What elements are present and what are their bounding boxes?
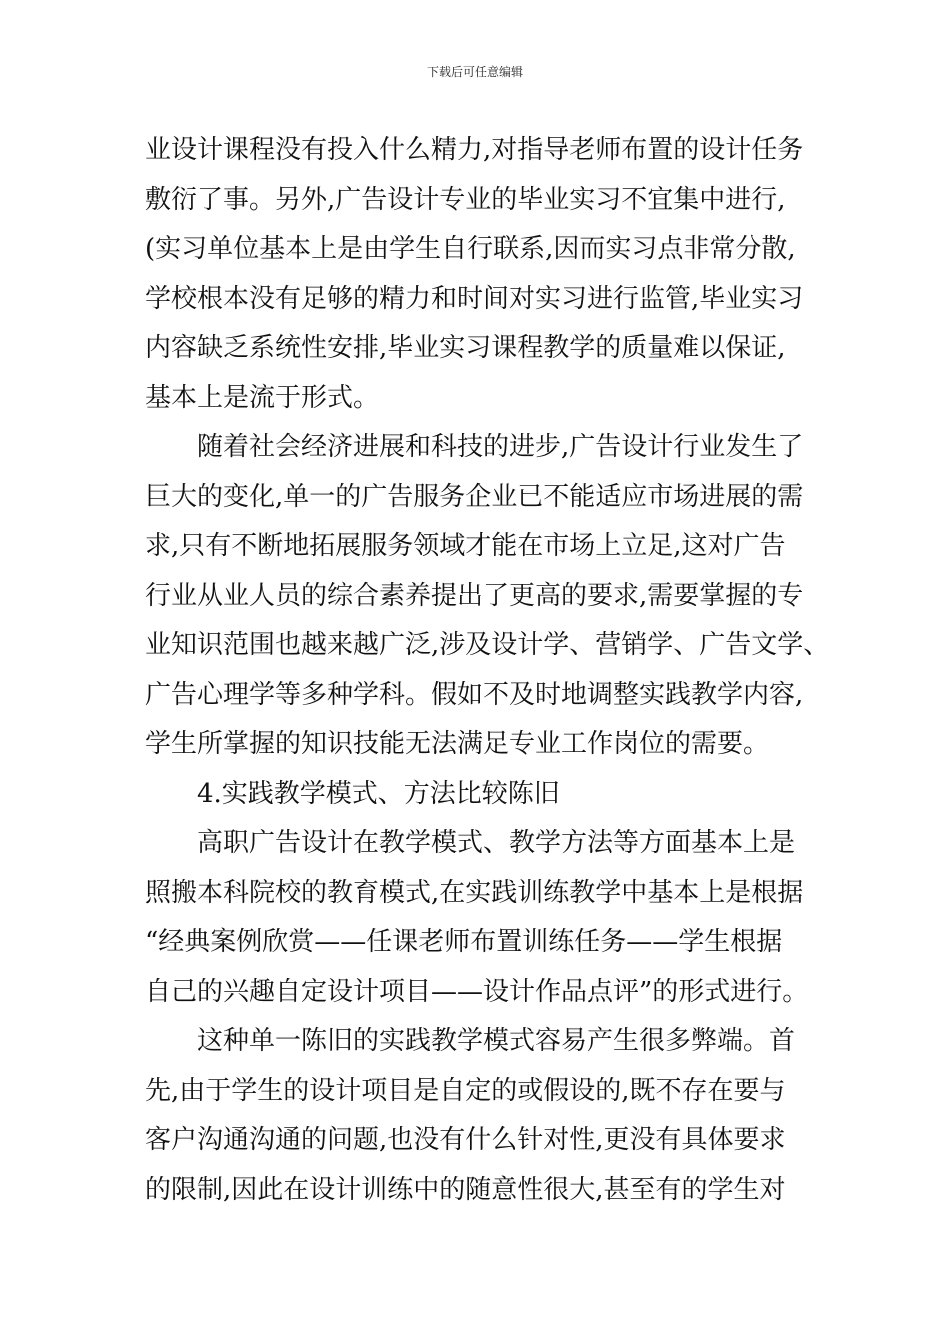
text-line: 敷衍了事。另外,广告设计专业的毕业实习不宜集中进行, [145,184,786,215]
document-body [145,126,830,1215]
text-line: 的限制,因此在设计训练中的随意性很大,甚至有的学生对 [145,1174,786,1205]
text-line: 自己的兴趣自定设计项目——设计作品点评”的形式进行。 [145,976,809,1007]
text-line: 客户沟通沟通的问题,也没有什么针对性,更没有具体要求 [145,1125,786,1155]
text-line: 广告心理学等多种学科。假如不及时地调整实践教学内容, [145,679,804,710]
paragraph-start-line: 随着社会经济进展和科技的进步,广告设计行业发生了 [197,432,804,462]
text-line: “经典案例欣赏——任课老师布置训练任务——学生根据 [145,927,783,957]
text-line: 行业从业人员的综合素养提出了更高的要求,需要掌握的专 [145,580,804,611]
text-line: 业知识范围也越来越广泛,涉及设计学、营销学、广告文学、 [145,630,830,660]
text-line: 巨大的变化,单一的广告服务企业已不能适应市场进展的需 [145,481,804,512]
section-heading: 4.实践教学模式、方法比较陈旧 [197,778,560,809]
text-line: 基本上是流于形式。 [145,382,380,413]
text-line: 先,由于学生的设计项目是自定的或假设的,既不存在要与 [145,1075,786,1106]
paragraph-start-line: 这种单一陈旧的实践教学模式容易产生很多弊端。首 [197,1026,796,1056]
paragraph-start-line: 高职广告设计在教学模式、教学方法等方面基本上是 [197,828,796,858]
text-line: (实习单位基本上是由学生自行联系,因而实习点非常分散, [145,234,796,264]
page-header: 下载后可任意编辑 [426,65,523,79]
text-line: 照搬本科院校的教育模式,在实践训练教学中基本上是根据 [145,877,804,908]
text-line: 学校根本没有足够的精力和时间对实习进行监管,毕业实习 [145,283,804,314]
text-line: 业设计课程没有投入什么精力,对指导老师布置的设计任务 [145,135,804,165]
text-line: 求,只有不断地拓展服务领域才能在市场上立足,这对广告 [145,531,786,561]
text-line: 学生所掌握的知识技能无法满足专业工作岗位的需要。 [145,729,770,759]
text-line: 内容缺乏系统性安排,毕业实习课程教学的质量难以保证, [145,333,786,363]
